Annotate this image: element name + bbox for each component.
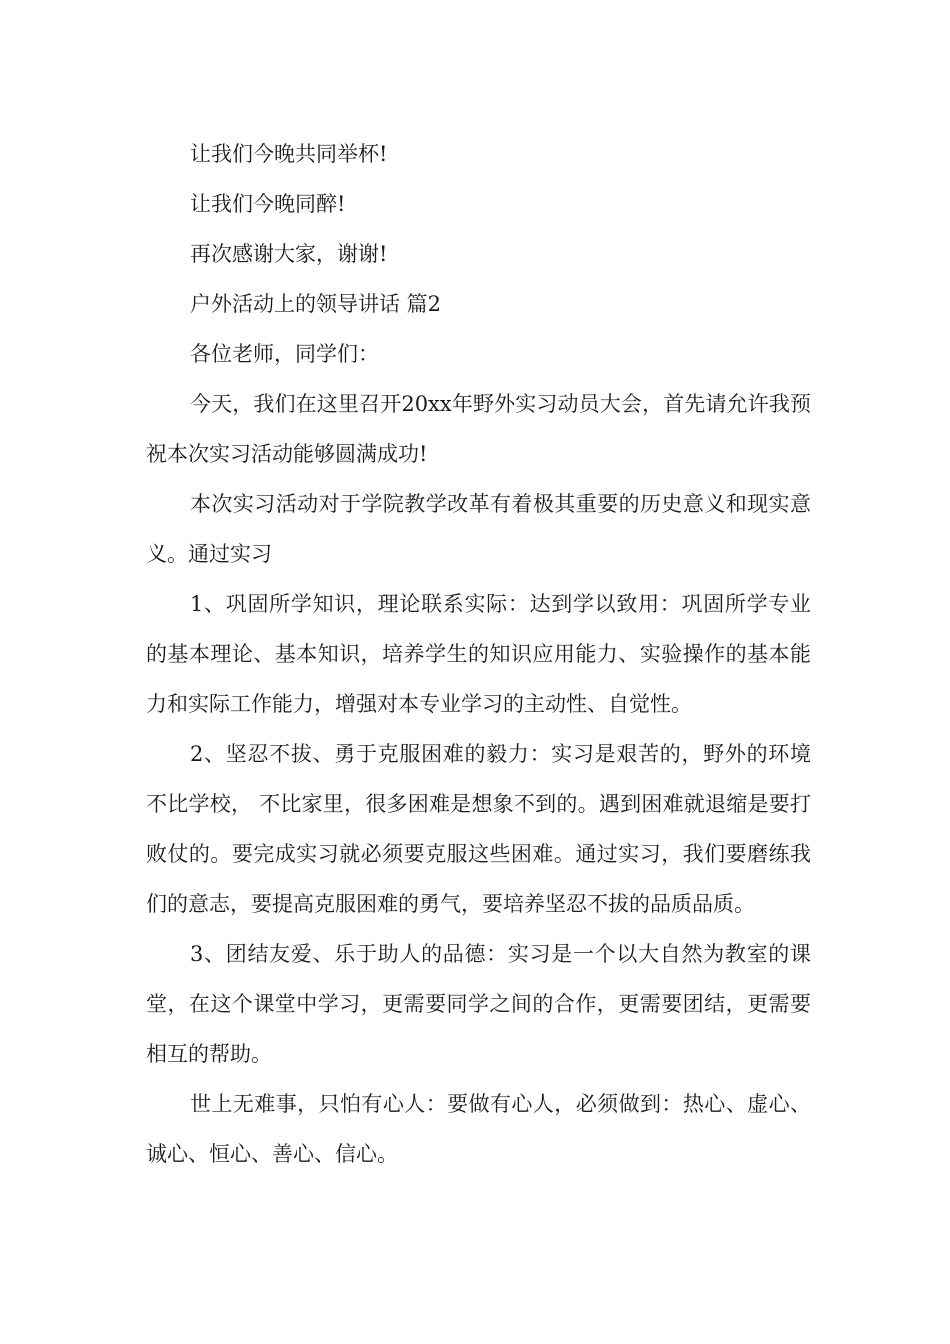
paragraph-closing: 世上无难事，只怕有心人：要做有心人，必须做到：热心、虚心、诚心、恒心、善心、信心。: [146, 1092, 811, 1166]
paragraph-point-1: 1、巩固所学知识，理论联系实际：达到学以致用：巩固所学专业的基本理论、基本知识，培养学生的知识应用能力、实验操作的基本能力和实际工作能力，增强对本专业学习的主动性、自觉性。: [146, 592, 811, 716]
paragraph-thanks: 再次感谢大家，谢谢!: [190, 242, 388, 266]
paragraph-significance: 本次实习活动对于学院教学改革有着极其重要的历史意义和现实意义。通过实习: [146, 492, 811, 566]
paragraph-point-3: 3、团结友爱、乐于助人的品德：实习是一个以大自然为教室的课堂，在这个课堂中学习，更需要同学之间的合作，更需要团结，更需要相互的帮助。: [146, 942, 811, 1066]
paragraph-cheers: 让我们今晚同醉!: [190, 192, 346, 216]
paragraph-point-2: 2、坚忍不拔、勇于克服困难的毅力：实习是艰苦的，野外的环境不比学校， 不比家里，很多困难是想象不到的。遇到困难就退缩是要打败仗的。要完成实习就必须要克服这些困难。通过实习，我们要磨练我们的意志，要提高克服困难的勇气，要培养坚忍不拔的品质品质。: [146, 742, 811, 916]
paragraph-opening: 今天，我们在这里召开20xx年野外实习动员大会，首先请允许我预祝本次实习活动能够圆满成功!: [146, 392, 811, 466]
paragraph-toast: 让我们今晚共同举杯!: [190, 142, 388, 166]
document-body: [146, 129, 811, 1179]
section-heading: 户外活动上的领导讲话 篇2: [190, 292, 442, 316]
paragraph-salutation: 各位老师，同学们：: [190, 342, 379, 366]
